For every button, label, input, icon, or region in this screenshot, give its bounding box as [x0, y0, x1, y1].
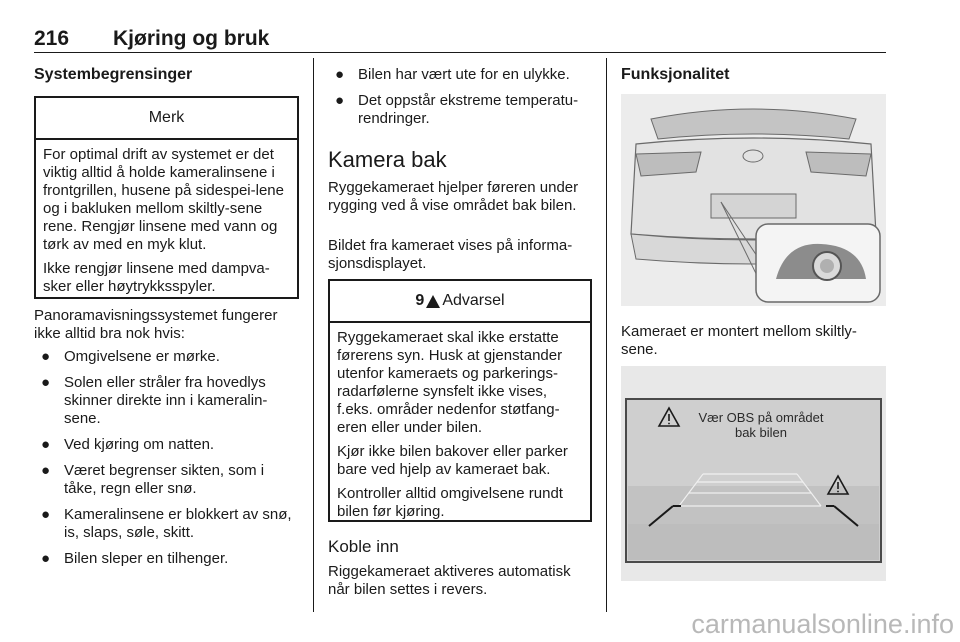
warning-body — [330, 323, 590, 521]
warning-triangle-icon — [426, 295, 440, 308]
column-divider — [606, 58, 607, 612]
header-rule — [34, 52, 886, 53]
bullet-icon: ● — [41, 348, 51, 365]
note-paragraph: Ikke rengjør linsene med dampva-sker eller høytrykksspyler. — [43, 260, 270, 295]
heading-activate: Koble inn — [328, 537, 399, 556]
camera-caption: Kameraet er montert mellom skiltly-sene. — [621, 323, 857, 358]
note-paragraph: For optimal drift av systemet er det viktig alltid å holde kameralinsene i frontgrillen, husene på sidespei-lene og i bakluken mellom skiltly-sene rene. Rengjør linsene med vann og tørk av med en myk klut. — [43, 146, 284, 253]
warning-title: Advarsel — [442, 292, 505, 309]
warning-header — [330, 281, 590, 323]
column-divider — [313, 58, 314, 612]
warning-paragraph: Ryggekameraet skal ikke erstatte førerens syn. Husk at gjenstander utenfor kameraets og parkerings-radarfølerne synsfelt ikke vises, f.eks. områder nedenfor støtfang-eren eller under bilen. — [337, 329, 563, 436]
heading-functionality: Funksjonalitet — [621, 66, 730, 83]
warning-paragraph: Kjør ikke bilen bakover eller parker bare ved hjelp av kameraet bak. — [337, 443, 568, 478]
display-paragraph: Bildet fra kameraet vises på informa-sjonsdisplayet. — [328, 237, 573, 272]
rear-camera-paragraph: Ryggekameraet hjelper føreren under rygging ved å vise området bak bilen. — [328, 179, 579, 214]
list-item: ● Kameralinsene er blokkert av snø, is, slaps, søle, skitt. — [41, 506, 292, 541]
display-warning-line1: Vær OBS på området — [698, 410, 824, 425]
note-title: Merk — [36, 98, 297, 140]
display-warning-line2: bak bilen — [734, 425, 788, 440]
activate-paragraph: Riggekameraet aktiveres automatisk når bilen settes i revers. — [328, 563, 571, 598]
watermark: carmanualsonline.info — [691, 609, 954, 639]
list-item: ● Bilen sleper en tilhenger. — [41, 550, 229, 567]
list-item: ● Ved kjøring om natten. — [41, 436, 215, 453]
bullet-icon: ● — [41, 550, 51, 567]
section-title: Kjøring og bruk — [113, 27, 270, 50]
list-item: ● Solen eller stråler fra hovedlys skinner direkte inn i kameralin-sene. — [41, 374, 268, 427]
bullet-icon: ● — [41, 436, 51, 453]
note-body — [36, 140, 297, 296]
limits-list — [34, 348, 296, 576]
bullet-icon: ● — [335, 66, 345, 83]
warning-box — [328, 279, 592, 522]
bullet-icon: ● — [41, 374, 51, 391]
warning-symbol-icon: 9 — [415, 292, 425, 309]
warning-paragraph: Kontroller alltid omgivelsene rundt bilen før kjøring. — [337, 485, 563, 520]
bullet-icon: ● — [41, 506, 51, 523]
list-item: ● Omgivelsene er mørke. — [41, 348, 220, 365]
page-number: 216 — [34, 27, 70, 50]
bullet-icon: ● — [41, 462, 51, 479]
conditions-list-cont — [328, 66, 593, 136]
intro-paragraph: Panoramavisningssystemet fungerer ikke alltid bra nok hvis: — [34, 307, 278, 342]
heading-rear-camera: Kamera bak — [328, 147, 447, 172]
list-item: ● Været begrenser sikten, som i tåke, regn eller snø. — [41, 462, 265, 497]
bullet-icon: ● — [335, 92, 345, 109]
list-item: ● Bilen har vært ute for en ulykke. — [335, 66, 570, 83]
list-item: ● Det oppstår ekstreme temperatu-rendringer. — [335, 92, 579, 127]
rear-camera-illustration — [621, 94, 886, 306]
note-box — [34, 96, 299, 299]
camera-display-illustration — [621, 366, 886, 581]
heading-system-limits: Systembegrensinger — [34, 66, 193, 83]
